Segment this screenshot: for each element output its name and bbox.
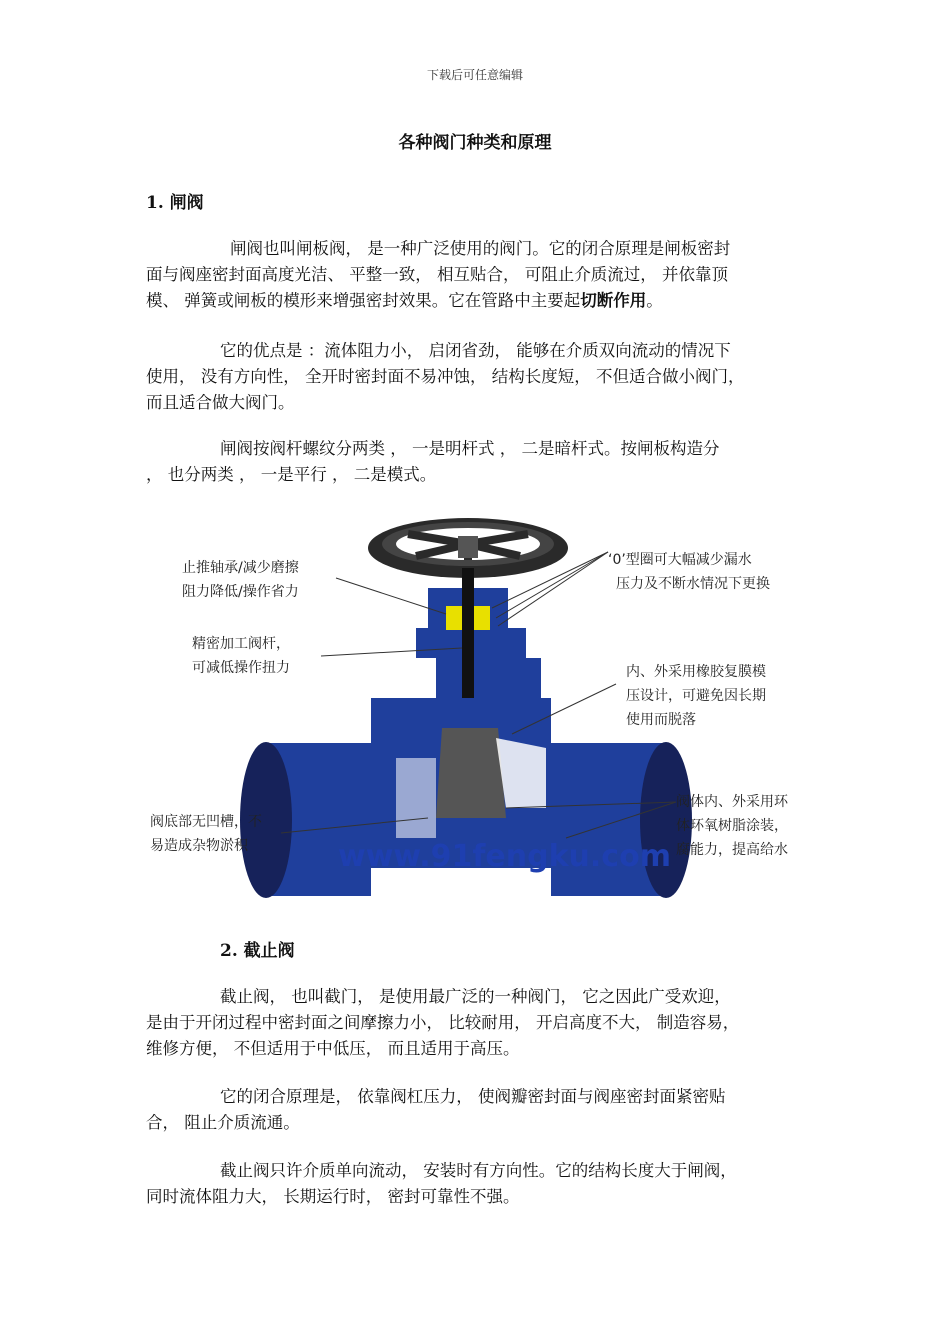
text-line: 截止阀只许介质单向流动， 安装时有方向性。它的结构长度大于闸阀，	[220, 1161, 737, 1180]
label-thrust-bearing-2: 阻力降低/操作省力	[182, 584, 299, 600]
gate-valve-figure	[146, 508, 808, 904]
text-line: ， 也分两类 ， 一是平行 ， 二是模式。	[146, 465, 437, 484]
page-header: 下载后可任意编辑	[426, 68, 523, 82]
paragraph-globe-valve-intro	[146, 984, 806, 1062]
text-line: 同时流体阻力大， 长期运行时， 密封可靠性不强。	[146, 1187, 520, 1206]
gate-disc	[436, 728, 506, 818]
section-heading-globe-valve: 2. 截止阀	[220, 941, 295, 961]
paragraph-gate-valve-principle	[146, 236, 806, 314]
document-title: 各种阀门种类和原理	[398, 133, 552, 153]
text-line: 使用， 没有方向性， 全开时密封面不易冲蚀， 结构长度短， 不但适合做小阀门，	[146, 367, 745, 386]
gate-valve-illustration	[146, 508, 808, 904]
body-cutaway-left	[396, 758, 436, 838]
label-stem-2: 可减低操作扭力	[192, 660, 290, 676]
label-coating-3: 腐能力，提高给水	[676, 842, 788, 858]
label-rubber-2: 压设计，可避免因长期	[626, 688, 766, 704]
paragraph-globe-valve-principle	[146, 1084, 806, 1136]
section-heading-gate-valve: 1. 闸阀	[146, 193, 204, 213]
text-line: 而且适合做大阀门。	[146, 393, 295, 412]
label-oring-1: ‘0’型圈可大幅减少漏水	[608, 552, 752, 568]
label-bottom-1: 阀底部无凹槽，不	[150, 814, 262, 830]
text-line: 闸阀按阀杆螺纹分两类 ， 一是明杆式 ， 二是暗杆式。按闸板构造分	[220, 439, 720, 458]
text-line: 它的闭合原理是， 依靠阀杠压力， 使阀瓣密封面与阀座密封面紧密贴	[220, 1087, 726, 1106]
label-rubber-3: 使用而脱落	[626, 712, 696, 728]
stem-nut	[458, 536, 478, 558]
label-thrust-bearing-1: 止推轴承/减少磨擦	[182, 560, 299, 576]
text-line: 维修方便， 不但适用于中低压， 而且适用于高压。	[146, 1039, 520, 1058]
watermark: www.91fengku.com	[338, 839, 671, 874]
text-line: 。	[646, 291, 663, 310]
text-line: 截止阀， 也叫截门， 是使用最广泛的一种阀门， 它之因此广受欢迎，	[220, 987, 731, 1006]
label-coating-2: 体环氧树脂涂装，	[676, 818, 788, 834]
text-line: 模、 弹簧或闸板的模形来增强密封效果。它在管路中主要起	[146, 291, 581, 310]
label-bottom-2: 易造成杂物淤积	[150, 838, 248, 854]
text-line: 面与阀座密封面高度光洁、 平整一致， 相互贴合， 可阻止介质流过， 并依靠顶	[146, 265, 728, 284]
paragraph-gate-valve-advantages	[146, 338, 806, 416]
text-line: 闸阀也叫闸板阀， 是一种广泛使用的阀门。它的闭合原理是闸板密封	[230, 239, 731, 258]
text-line: 它的优点是 ：流体阻力小， 启闭省劲， 能够在介质双向流动的情况下	[220, 341, 731, 360]
label-rubber-1: 内、外采用橡胶复膜模	[626, 664, 766, 680]
paragraph-gate-valve-types	[146, 436, 806, 488]
text-line: 合， 阻止介质流通。	[146, 1113, 300, 1132]
text-line: 是由于开闭过程中密封面之间摩擦力小， 比较耐用， 开启高度不大， 制造容易，	[146, 1013, 740, 1032]
label-coating-1: 阀体内、外采用环	[676, 794, 788, 810]
label-stem-1: 精密加工阀杆，	[192, 636, 290, 652]
paragraph-globe-valve-direction	[146, 1158, 806, 1210]
label-oring-2: 压力及不断水情况下更换	[616, 576, 770, 592]
emphasis-cutoff: 切断作用	[580, 291, 647, 310]
